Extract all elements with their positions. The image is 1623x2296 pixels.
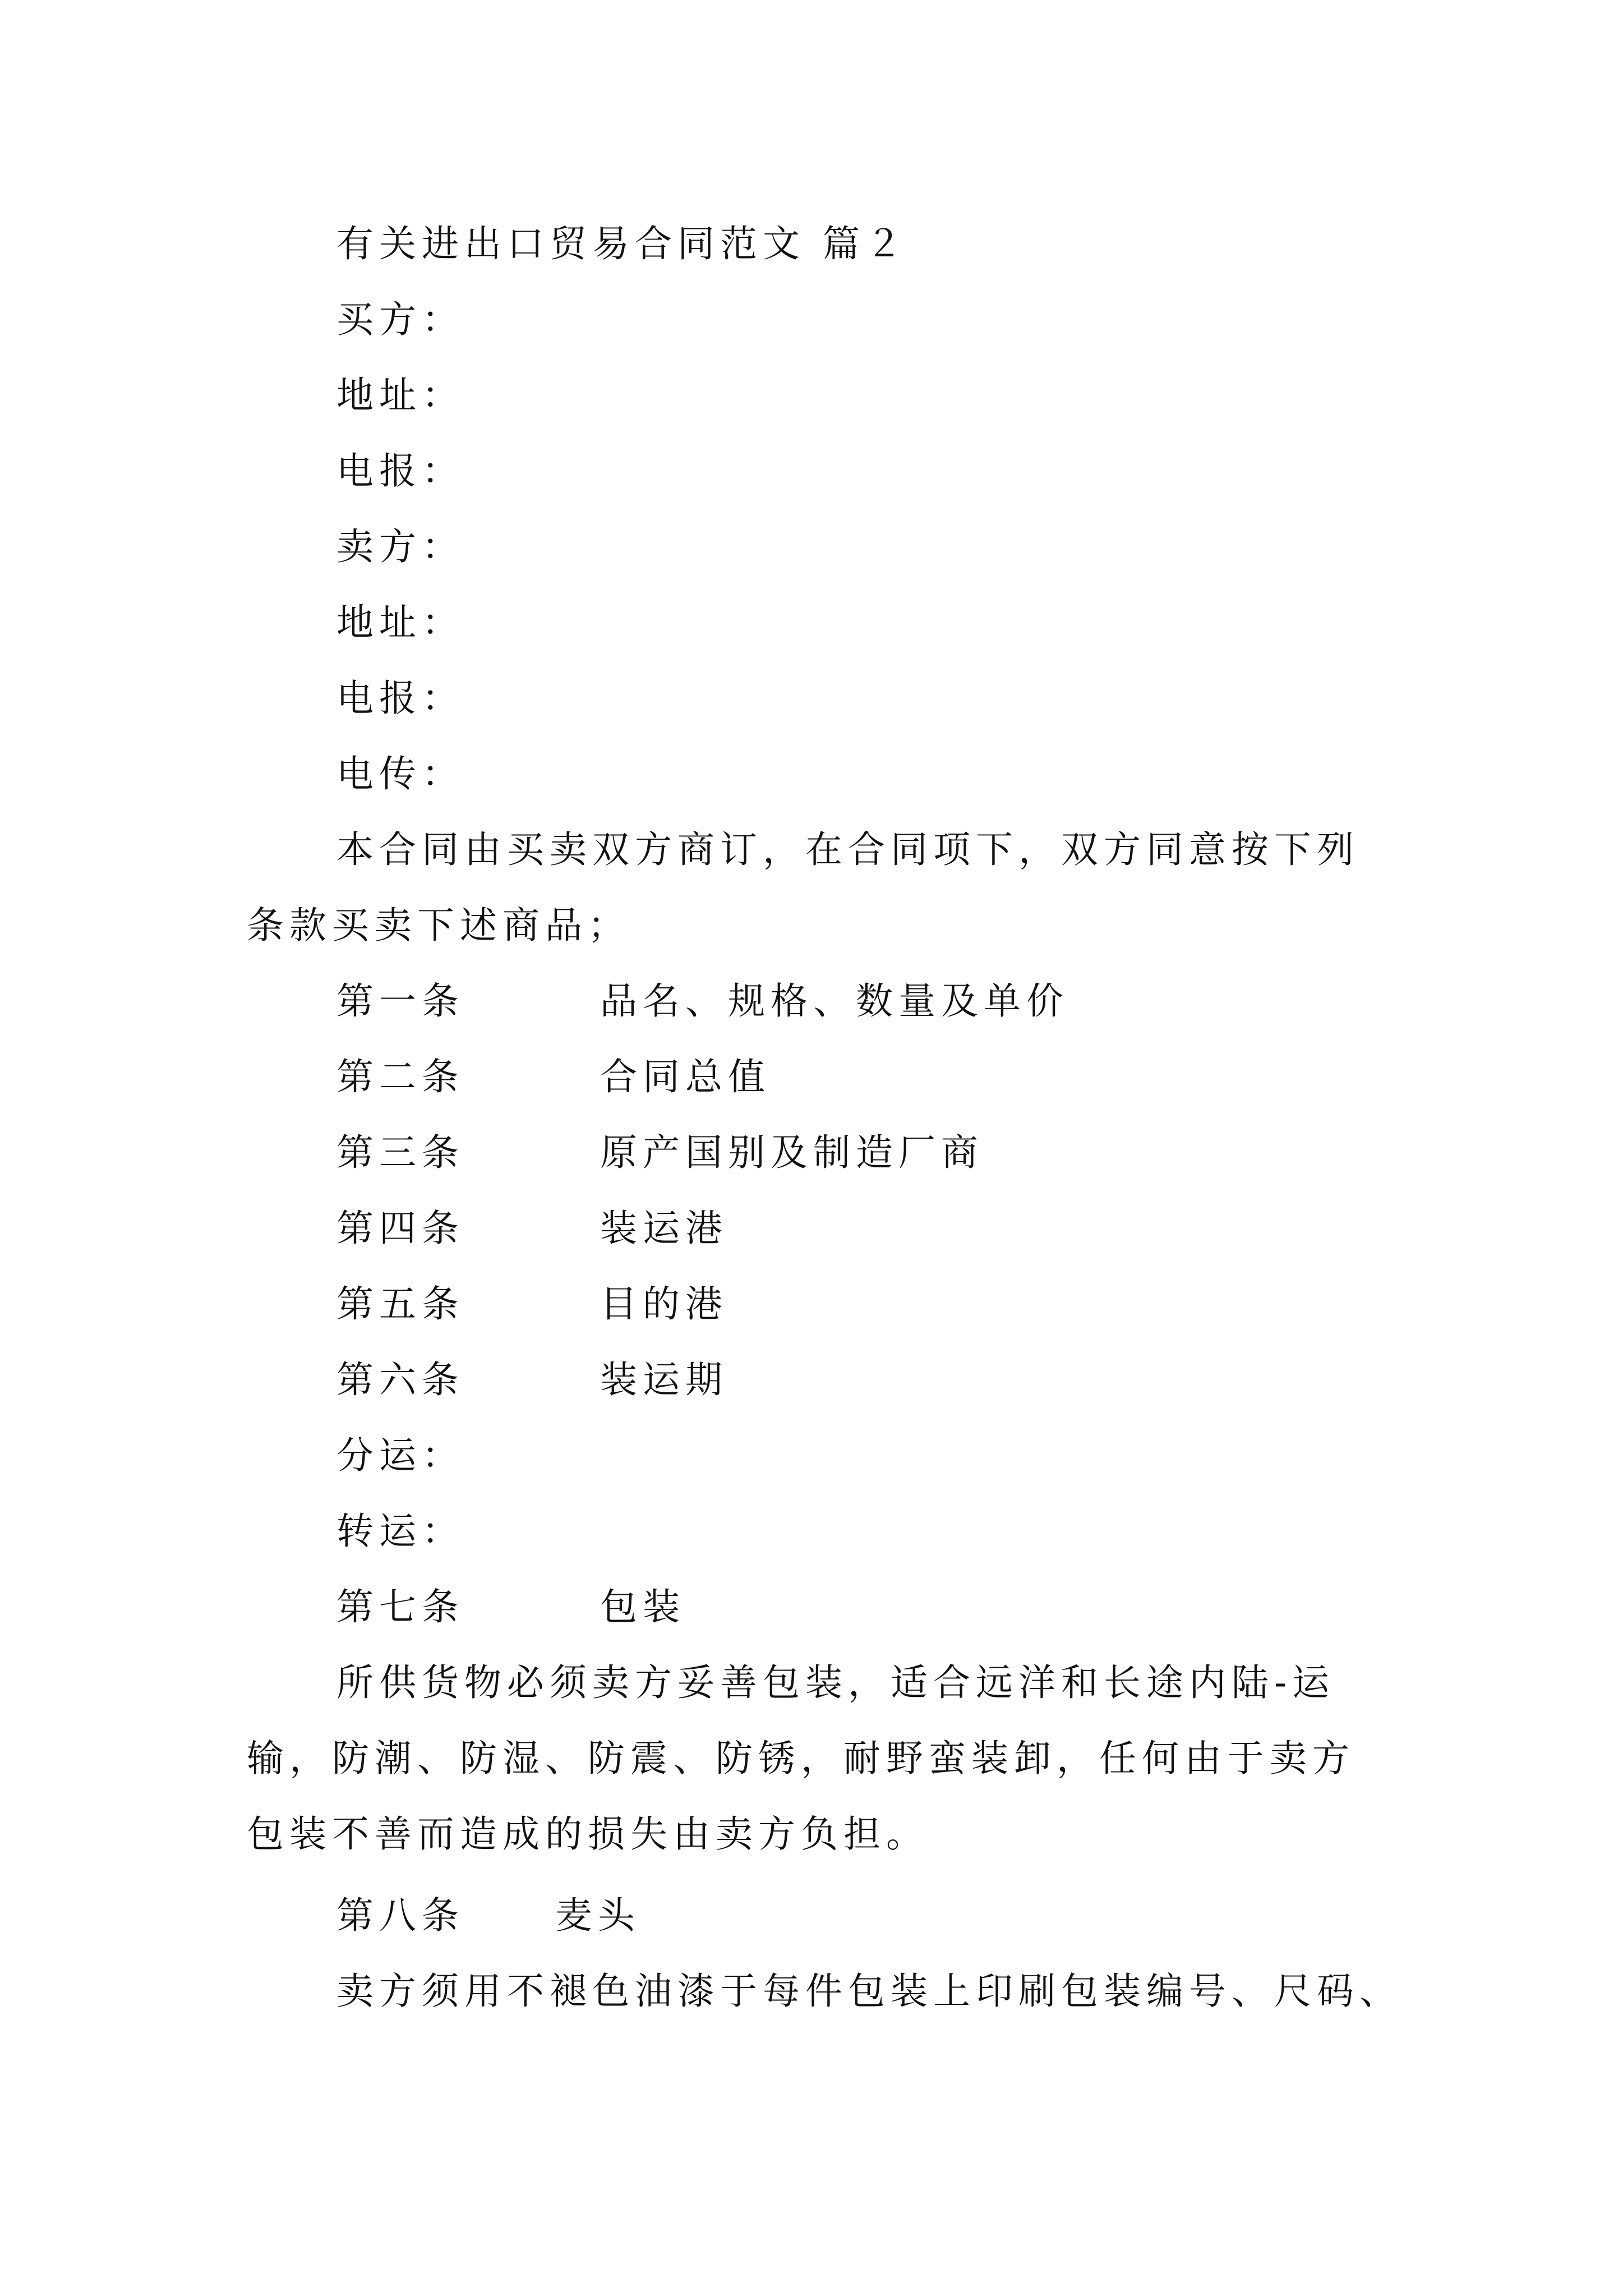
marks-paragraph-line-1: 卖方须用不褪色油漆于每件包装上印刷包装编号、尺码、 [336,1970,1402,2013]
article-number: 第八条 [336,1894,464,1937]
article-title: 装运期 [600,1358,728,1401]
article-4 [336,1206,728,1251]
article-5 [336,1282,728,1327]
article-title: 麦头 [555,1894,640,1937]
article-title: 目的港 [600,1282,728,1326]
article-title: 合同总值 [600,1055,771,1098]
article-2 [336,1055,771,1099]
article-number: 第五条 [336,1282,464,1326]
packing-paragraph-line-3: 包装不善而造成的损失由卖方负担。 [247,1812,929,1856]
article-3 [336,1130,984,1175]
seller-telegram: 电报： [336,677,464,720]
article-number: 第四条 [336,1207,464,1250]
article-number: 第六条 [336,1358,464,1401]
transshipment-label: 转运： [336,1510,464,1553]
intro-paragraph-line-2: 条款买卖下述商品； [247,904,630,947]
document-title: 有关进出口贸易合同范文 篇２ [336,222,908,265]
seller-address: 地址： [336,601,464,644]
article-1 [336,979,1069,1024]
article-number: 第一条 [336,979,464,1023]
article-7 [336,1585,685,1630]
packing-paragraph-line-1: 所供货物必须卖方妥善包装，适合远洋和长途内陆-运 [336,1661,1335,1704]
article-6 [336,1358,728,1402]
packing-paragraph-line-2: 输，防潮、防湿、防震、防锈，耐野蛮装卸，任何由于卖方 [247,1737,1355,1780]
article-title: 原产国别及制造厂商 [600,1131,984,1174]
article-title: 装运港 [600,1207,728,1250]
article-number: 第三条 [336,1131,464,1174]
buyer-address: 地址： [336,374,464,417]
intro-paragraph-line-1: 本合同由买卖双方商订，在合同项下，双方同意按下列 [336,828,1359,871]
partial-shipment-label: 分运： [336,1434,464,1477]
article-title: 包装 [600,1585,685,1628]
seller-label: 卖方： [336,525,464,568]
article-number: 第二条 [336,1055,464,1098]
buyer-telegram: 电报： [336,449,464,493]
seller-fax: 电传： [336,752,464,795]
buyer-label: 买方： [336,298,464,341]
article-number: 第七条 [336,1585,464,1628]
article-title: 品名、规格、数量及单价 [600,979,1069,1023]
article-8 [336,1893,640,1938]
